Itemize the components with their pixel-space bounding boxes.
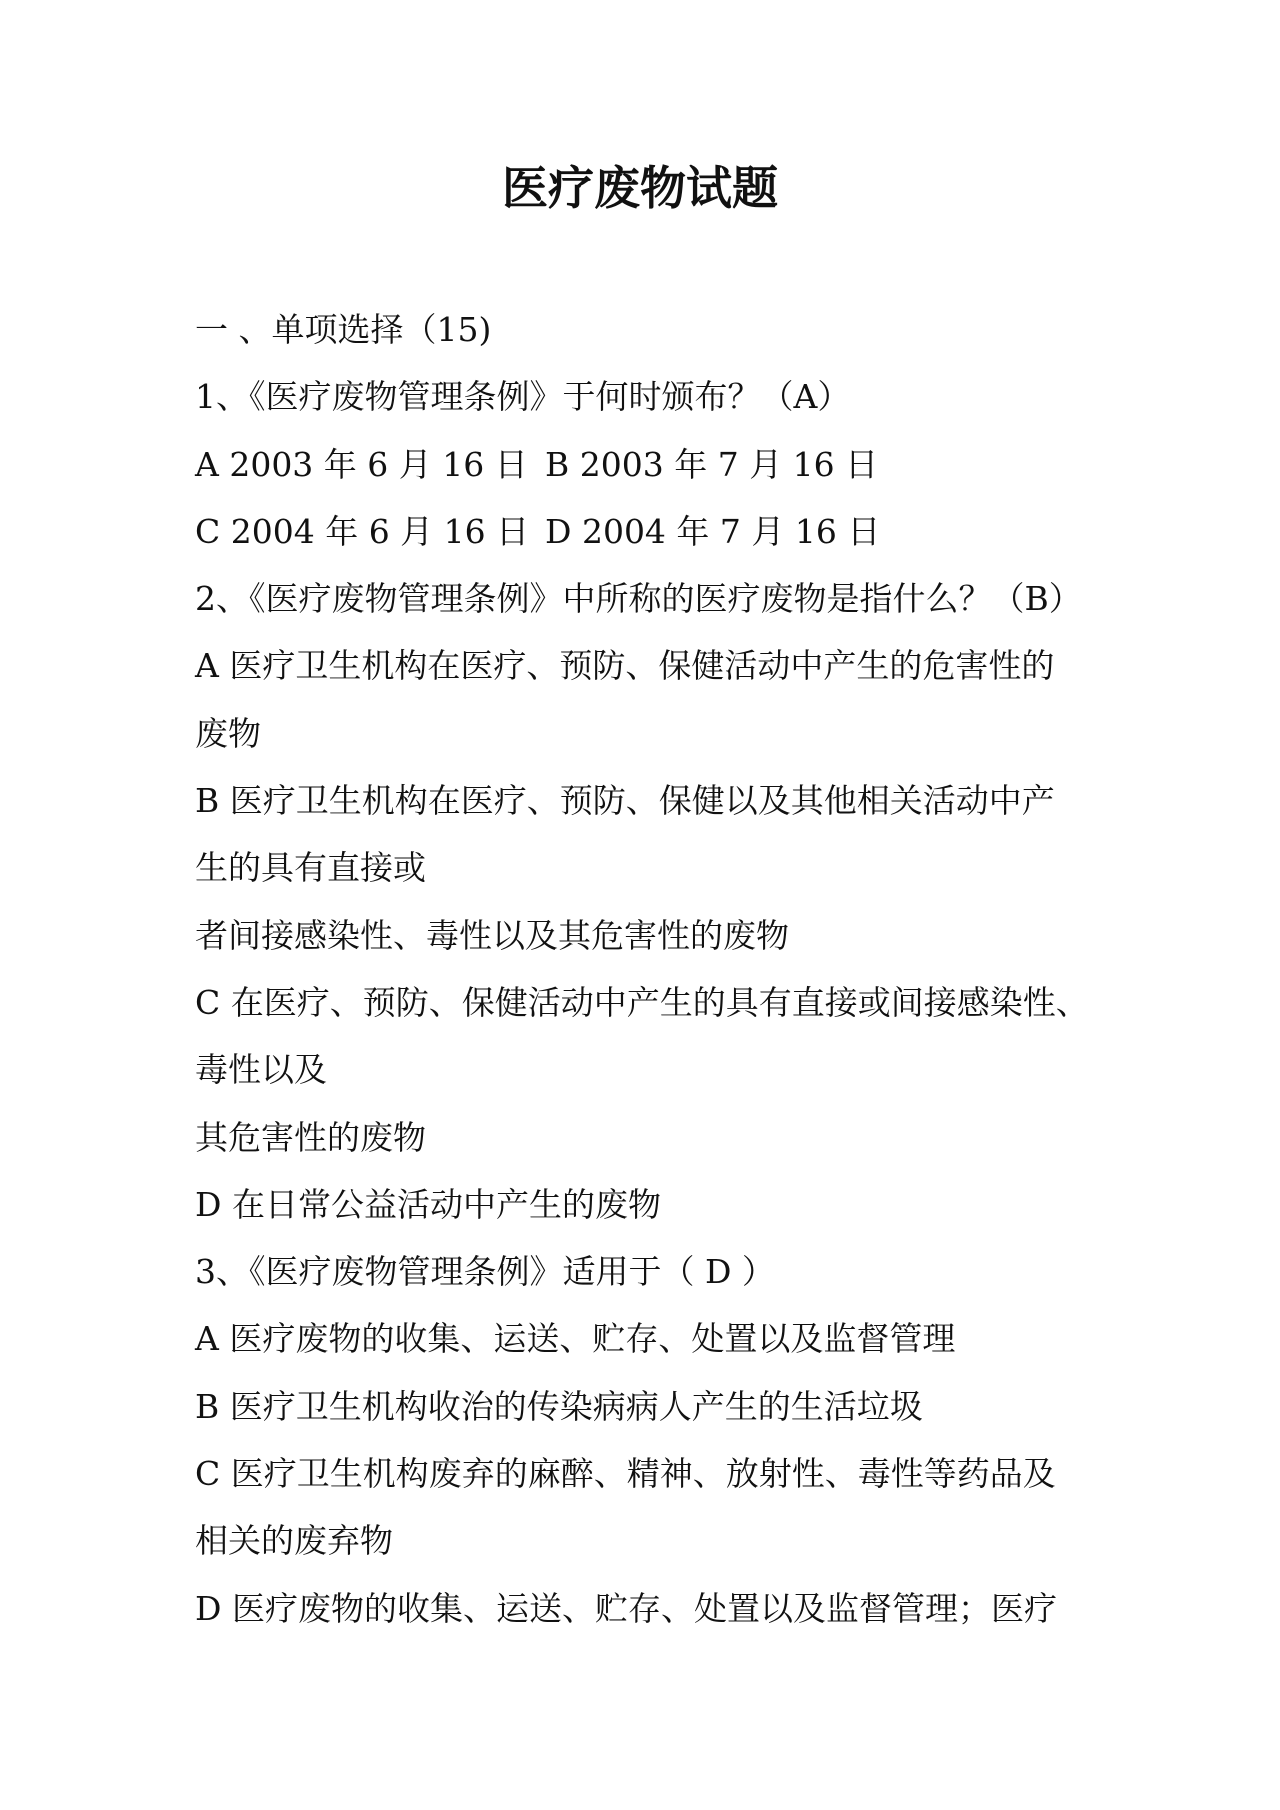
- question-2-option-b: B 医疗卫生机构在医疗、预防、保健以及其他相关活动中产: [195, 781, 1055, 821]
- question-1-option-a: A 2003 年 6 月 16 日: [195, 444, 528, 484]
- section-heading: 一 、单项选择（15): [195, 310, 492, 349]
- question-2-option-c-cont: 毒性以及: [195, 1050, 327, 1090]
- question-1-stem: 1、《医疗废物管理条例》于何时颁布？（A）: [195, 377, 851, 417]
- question-2-option-b-cont: 生的具有直接或: [195, 848, 426, 888]
- question-2-stem: 2、《医疗废物管理条例》中所称的医疗废物是指什么？（B）: [195, 579, 1082, 619]
- question-3-option-c-cont: 相关的废弃物: [195, 1521, 393, 1561]
- question-2-option-d: D 在日常公益活动中产生的废物: [195, 1184, 661, 1224]
- question-3-option-c: C 医疗卫生机构废弃的麻醉、精神、放射性、毒性等药品及: [195, 1454, 1056, 1494]
- question-3-stem: 3、《医疗废物管理条例》适用于（ D ）: [195, 1252, 775, 1292]
- question-1-option-b: B 2003 年 7 月 16 日: [545, 444, 879, 484]
- question-1-option-c: C 2004 年 6 月 16 日: [195, 511, 530, 551]
- question-3-option-b: B 医疗卫生机构收治的传染病病人产生的生活垃圾: [195, 1386, 923, 1426]
- document-body: [195, 296, 1095, 1642]
- question-1-option-d: D 2004 年 7 月 16 日: [545, 511, 881, 551]
- question-3-option-a: A 医疗废物的收集、运送、贮存、处置以及监督管理: [195, 1319, 956, 1359]
- question-2-option-a: A 医疗卫生机构在医疗、预防、保健活动中产生的危害性的: [195, 646, 1055, 686]
- question-2-option-c: C 在医疗、预防、保健活动中产生的具有直接或间接感染性、: [195, 982, 1089, 1022]
- document-title: 医疗废物试题: [502, 161, 778, 215]
- question-1-options-row-1: [195, 431, 1095, 498]
- question-2-option-c-cont-2: 其危害性的废物: [195, 1117, 426, 1157]
- question-3-option-d: D 医疗废物的收集、运送、贮存、处置以及监督管理；医疗: [195, 1588, 1057, 1628]
- question-2-option-b-cont-2: 者间接感染性、毒性以及其危害性的废物: [195, 915, 789, 955]
- question-1-options-row-2: [195, 498, 1095, 565]
- question-2-option-a-cont: 废物: [195, 713, 261, 753]
